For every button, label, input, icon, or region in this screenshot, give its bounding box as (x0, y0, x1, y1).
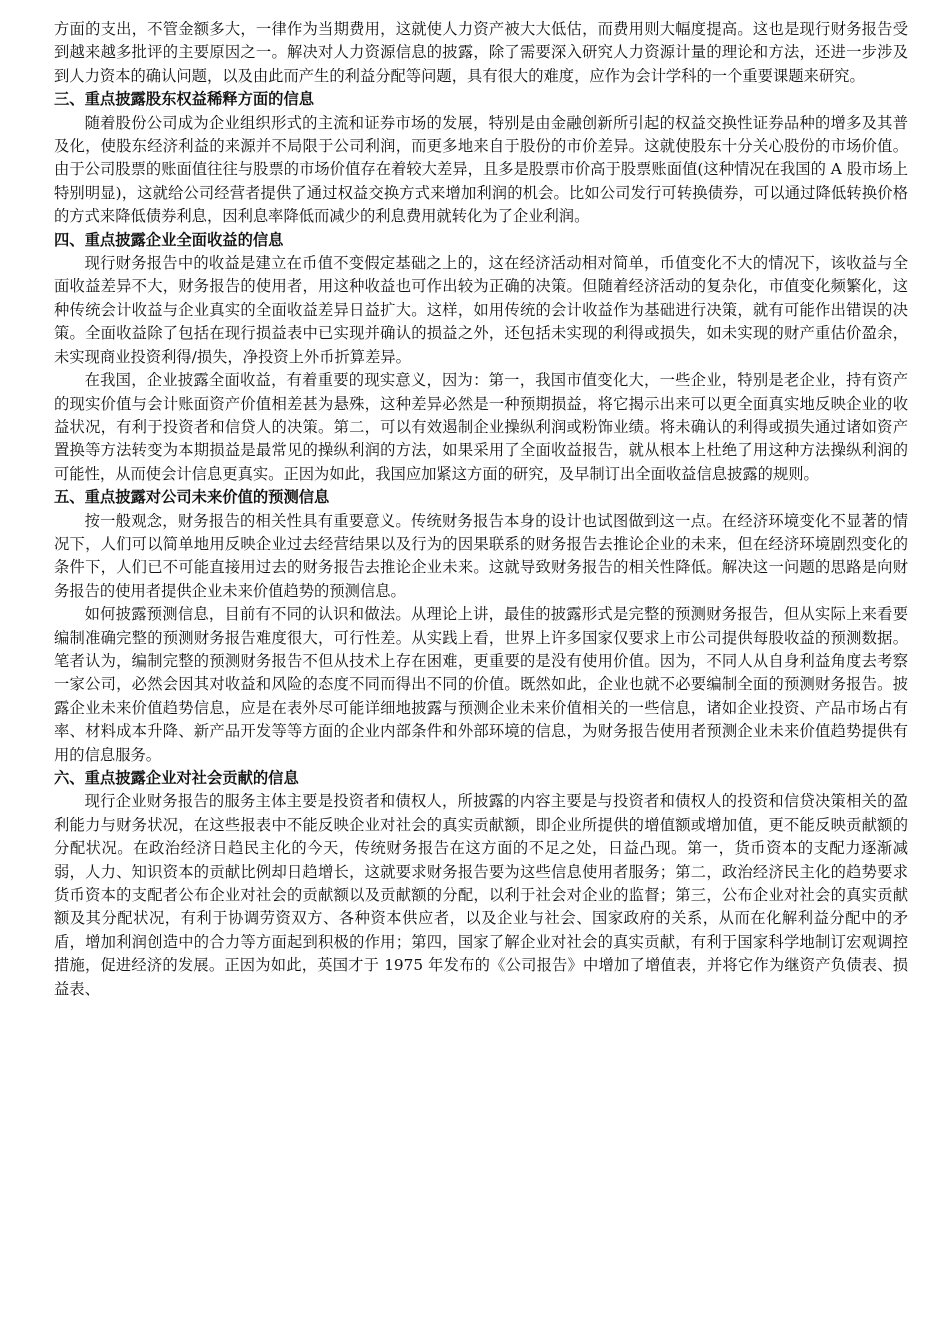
paragraph-social-contribution: 现行企业财务报告的服务主体主要是投资者和债权人，所披露的内容主要是与投资者和债权人的投资和信贷决策相关的盈利能力与财务状况，在这些报表中不能反映企业对社会的真实贡献额，即企业所提供的增值额或增加值，更不能反映贡献额的分配状况。在政治经济日趋民主化的今天，传统财务报告在这方面的不足之处，日益凸现。第一，货币资本的支配力逐渐减弱，人力、知识资本的贡献比例却日趋增长，这就要求财务报告要为这些信息使用者服务；第二，政治经济民主化的趋势要求货币资本的支配者公布企业对社会的贡献额以及贡献额的分配，以利于社会对企业的监督；第三，公布企业对社会的真实贡献额及其分配状况，有利于协调劳资双方、各种资本供应者，以及企业与社会、国家政府的关系，从而在化解利益分配中的矛盾，增加利润创造中的合力等方面起到积极的作用；第四，国家了解企业对社会的真实贡献，有利于国家科学地制订宏观调控措施，促进经济的发展。正因为如此，英国才于 1975 年发布的《公司报告》中增加了增值表，并将它作为继资产负债表、损益表、 (54, 792, 908, 998)
paragraph-comprehensive-income-1: 现行财务报告中的收益是建立在币值不变假定基础之上的，这在经济活动相对简单，币值变化不大的情况下，该收益与全面收益差异不大，财务报告的使用者，用这种收益也可作出较为正确的决策。但随着经济活动的复杂化，市值变化频繁化，这种传统会计收益与企业真实的全面收益差异日益扩大。这样，如用传统的会计收益作为基础进行决策，就有可能作出错误的决策。全面收益除了包括在现行损益表中已实现并确认的损益之外，还包括未实现的利得或损失，如未实现的财产重估价盈余，未实现商业投资利得/损失，净投资上外币折算差异。 (54, 254, 908, 366)
paragraph-forecast-info-1: 按一般观念，财务报告的相关性具有重要意义。传统财务报告本身的设计也试图做到这一点。在经济环境变化不显著的情况下，人们可以简单地用反映企业过去经营结果以及行为的因果联系的财务报告去推论企业的未来，但在经济环境剧烈变化的条件下，人们已不可能直接用过去的财务报告去推论企业未来。这就导致财务报告的相关性降低。解决这一问题的思路是向财务报告的使用者提供企业未来价值趋势的预测信息。 (54, 511, 908, 600)
paragraph-comprehensive-income-2: 在我国，企业披露全面收益，有着重要的现实意义，因为：第一，我国市值变化大，一些企业，特别是老企业，持有资产的现实价值与会计账面资产价值相差甚为悬殊，这种差异必然是一种预期损益，将它揭示出来可以更全面真实地反映企业的收益状况，有利于投资者和信贷人的决策。第二，可以有效遏制企业操纵利润或粉饰业绩。将未确认的利得或损失通过诸如资产置换等方法转变为本期损益是最常见的操纵利润的方法，如果采用了全面收益报告，就从根本上杜绝了用这种方法操纵利润的可能性，从而使会计信息更真实。正因为如此，我国应加紧这方面的研究，及早制订出全面收益信息披露的规则。 (54, 371, 908, 483)
section-heading-4: 四、重点披露企业全面收益的信息 (54, 230, 284, 249)
section-heading-3: 三、重点披露股东权益稀释方面的信息 (54, 90, 315, 109)
paragraph-human-resources-continued: 方面的支出，不管金额多大，一律作为当期费用，这就使人力资产被大大低估，而费用则大幅度提高。这也是现行财务报告受到越来越多批评的主要原因之一。解决对人力资源信息的披露，除了需要深入研究人力资源计量的理论和方法，还进一步涉及到人力资本的确认问题，以及由此而产生的利益分配等问题，具有很大的难度，应作为会计学科的一个重要课题来研究。 (54, 20, 908, 85)
section-heading-6: 六、重点披露企业对社会贡献的信息 (54, 769, 299, 787)
section-heading-5: 五、重点披露对公司未来价值的预测信息 (54, 488, 330, 507)
paragraph-equity-dilution: 随着股份公司成为企业组织形式的主流和证券市场的发展，特别是由金融创新所引起的权益交换性证券品种的增多及其普及化，使股东经济利益的来源并不局限于公司利润，而更多地来自于股份的市价差异。这就使股东十分关心股份的市场价值。由于公司股票的账面值往往与股票的市场价值存在着较大差异，且多是股票市价高于股票账面值(这种情况在我国的 A 股市场上特别明显)，这就给公司经营者提供了通过权益交换方式来增加利润的机会。比如公司发行可转换债券，可以通过降低转换价格的方式来降低债券利息，因利息率降低而减少的利息费用就转化为了企业利润。 (54, 113, 908, 226)
paragraph-forecast-info-2: 如何披露预测信息，目前有不同的认识和做法。从理论上讲，最佳的披露形式是完整的预测财务报告，但从实际上来看要编制准确完整的预测财务报告难度很大，可行性差。从实践上看，世界上许多国家仅要求上市公司提供每股收益的预测数据。笔者认为，编制完整的预测财务报告不但从技术上存在困难，更重要的是没有使用价值。因为，不同人从自身利益角度去考察一家公司，必然会因其对收益和风险的态度不同而得出不同的价值。既然如此，企业也就不必要编制全面的预测财务报告。披露企业未来价值趋势信息，应是在表外尽可能详细地披露与预测企业未来价值相关的一些信息，诸如企业投资、产品市场占有率、材料成本升降、新产品开发等等方面的企业内部条件和外部环境的信息，为财务报告使用者预测企业未来价值趋势提供有用的信息服务。 (54, 605, 908, 764)
